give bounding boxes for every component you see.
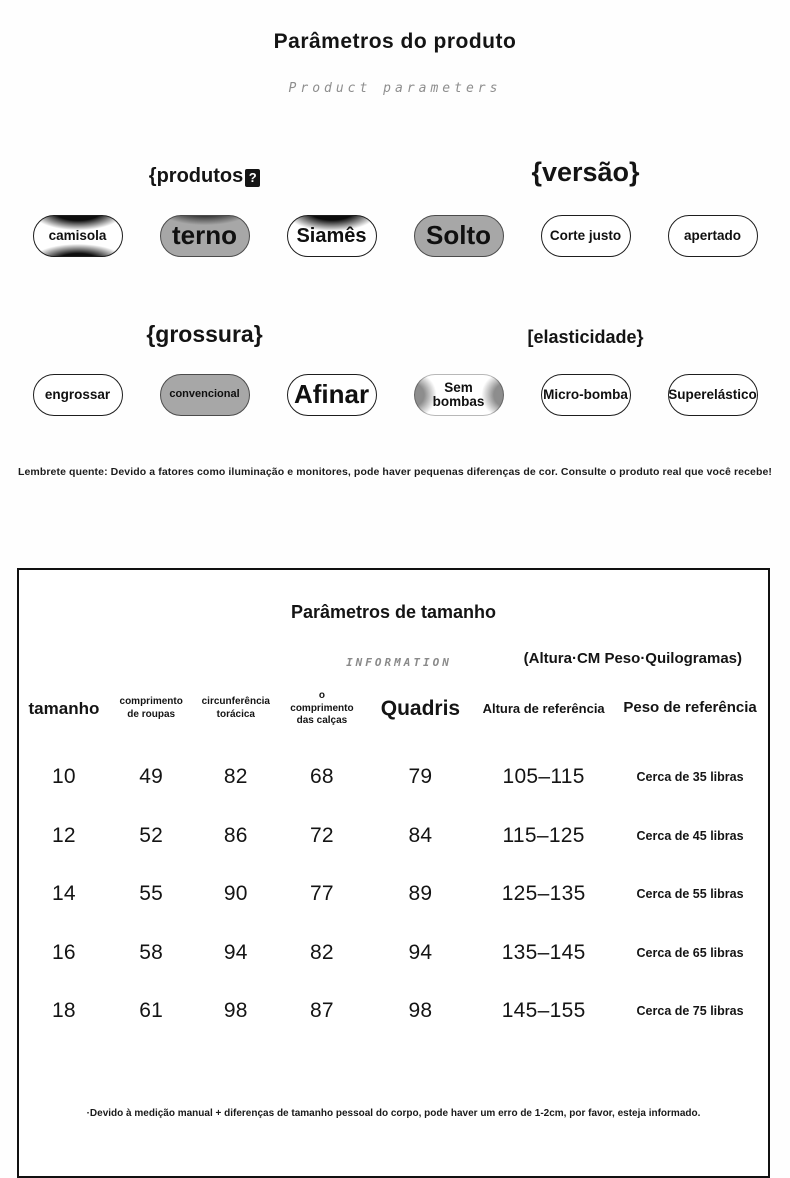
pill-siames-label: Siamês: [296, 224, 367, 247]
table-row: [19, 748, 768, 807]
pill-convencional-label: convencional: [169, 388, 240, 401]
page-subtitle: Product parameters: [288, 81, 502, 96]
heading-elasticidade: [elasticidade}: [527, 327, 644, 347]
table-cell: 16: [51, 940, 76, 964]
table-cell: 98: [408, 999, 433, 1023]
table-cell: 135–145: [501, 940, 586, 964]
header-cell-tamanho: tamanho: [28, 699, 100, 719]
table-cell: 87: [309, 999, 334, 1023]
size-table-title: Parâmetros de tamanho: [290, 602, 497, 622]
pill-superelastico-label: Superelástico: [668, 386, 757, 402]
size-table-footnote: ·Devido à medição manual + diferenças de tamanho pessoal do corpo, pode haver um erro de 1-2cm, por favor, esteja informado.: [86, 1108, 701, 1119]
table-cell: 18: [51, 999, 76, 1023]
table-cell: 115–125: [502, 823, 585, 847]
table-cell: Cerca de 45 libras: [636, 828, 744, 843]
pill-corte-justo-label: Corte justo: [549, 227, 622, 243]
table-cell: 94: [408, 940, 433, 964]
heading-produtos: [141, 165, 268, 188]
table-cell: 84: [408, 823, 433, 847]
pill-micro-bomba[interactable]: [541, 374, 631, 416]
table-cell: 94: [223, 940, 248, 964]
table-cell: 72: [309, 823, 334, 847]
options-group1-pills: [14, 213, 776, 259]
header-cell-peso-referencia: Peso de referência: [623, 699, 757, 717]
header-cell-comprimento-calcas: o comprimento das calças: [290, 690, 354, 726]
pill-apertado-label: apertado: [683, 227, 741, 243]
table-cell: 68: [309, 765, 334, 789]
size-table: [17, 568, 770, 1178]
table-cell: 49: [139, 765, 164, 789]
table-cell: 55: [139, 882, 164, 906]
pill-siames[interactable]: [287, 215, 377, 257]
size-table-body: [19, 748, 768, 1041]
pill-afinar[interactable]: [287, 374, 377, 416]
table-row: [19, 924, 768, 983]
pill-apertado[interactable]: [668, 215, 758, 257]
table-cell: 61: [139, 999, 164, 1023]
header-cell-comprimento-roupas: comprimento de roupas: [119, 696, 183, 720]
table-cell: 145–155: [501, 999, 586, 1023]
options-group2-headings: [14, 308, 776, 348]
table-row: [19, 865, 768, 924]
heading-produtos-text: {produtos: [148, 165, 244, 187]
pill-engrossar[interactable]: [33, 374, 123, 416]
missing-glyph-box: ?: [245, 169, 260, 187]
table-cell: Cerca de 75 libras: [636, 1004, 744, 1019]
table-cell: 77: [309, 882, 334, 906]
table-cell: 86: [223, 823, 248, 847]
pill-convencional[interactable]: [160, 374, 250, 416]
pill-superelastico[interactable]: [668, 374, 758, 416]
pill-solto-label: Solto: [426, 220, 491, 251]
page-title: Parâmetros do produto: [273, 30, 517, 53]
size-table-info-label: INFORMATION: [346, 656, 452, 669]
pill-sem-bombas-label: Sem bombas: [432, 379, 485, 409]
table-cell: Cerca de 35 libras: [636, 770, 744, 785]
options-group1-headings: [14, 148, 776, 188]
color-difference-notice: Lembrete quente: Devido a fatores como iluminação e monitores, pode haver pequenas diferenças de cor. Consulte o produto real que você recebe!: [17, 466, 773, 478]
table-cell: 82: [223, 765, 248, 789]
table-cell: Cerca de 65 libras: [636, 945, 744, 960]
table-cell: 82: [309, 940, 334, 964]
pill-engrossar-label: engrossar: [44, 386, 111, 402]
table-cell: Cerca de 55 libras: [636, 887, 744, 902]
header-cell-altura-referencia: Altura de referência: [482, 700, 605, 716]
heading-versao: {versão}: [531, 157, 640, 187]
pill-afinar-label: Afinar: [293, 379, 370, 410]
table-cell: 125–135: [501, 882, 586, 906]
header-cell-circunferencia-toracica: circunferência torácica: [201, 696, 270, 720]
table-cell: 90: [223, 882, 248, 906]
header-cell-quadris: Quadris: [380, 696, 461, 720]
pill-micro-bomba-label: Micro-bomba: [543, 386, 628, 402]
pill-terno[interactable]: [160, 215, 250, 257]
options-group2-pills: [14, 372, 776, 418]
pill-corte-justo[interactable]: [541, 215, 631, 257]
table-cell: 52: [139, 823, 164, 847]
table-cell: 89: [408, 882, 433, 906]
table-cell: 12: [51, 823, 76, 847]
table-cell: 79: [408, 765, 433, 789]
table-cell: 10: [51, 765, 76, 789]
pill-camisola-label: camisola: [48, 227, 107, 243]
table-row: [19, 982, 768, 1041]
table-cell: 105–115: [502, 765, 585, 789]
table-row: [19, 807, 768, 866]
pill-camisola[interactable]: [33, 215, 123, 257]
size-table-unit-label: (Altura·CM Peso·Quilogramas): [523, 650, 742, 667]
pill-sem-bombas[interactable]: [414, 374, 504, 416]
table-cell: 98: [223, 999, 248, 1023]
size-table-header: [19, 690, 768, 728]
pill-solto[interactable]: [414, 215, 504, 257]
table-cell: 58: [139, 940, 164, 964]
pill-terno-label: terno: [172, 220, 237, 251]
table-cell: 14: [51, 882, 76, 906]
heading-grossura: {grossura}: [146, 321, 263, 347]
